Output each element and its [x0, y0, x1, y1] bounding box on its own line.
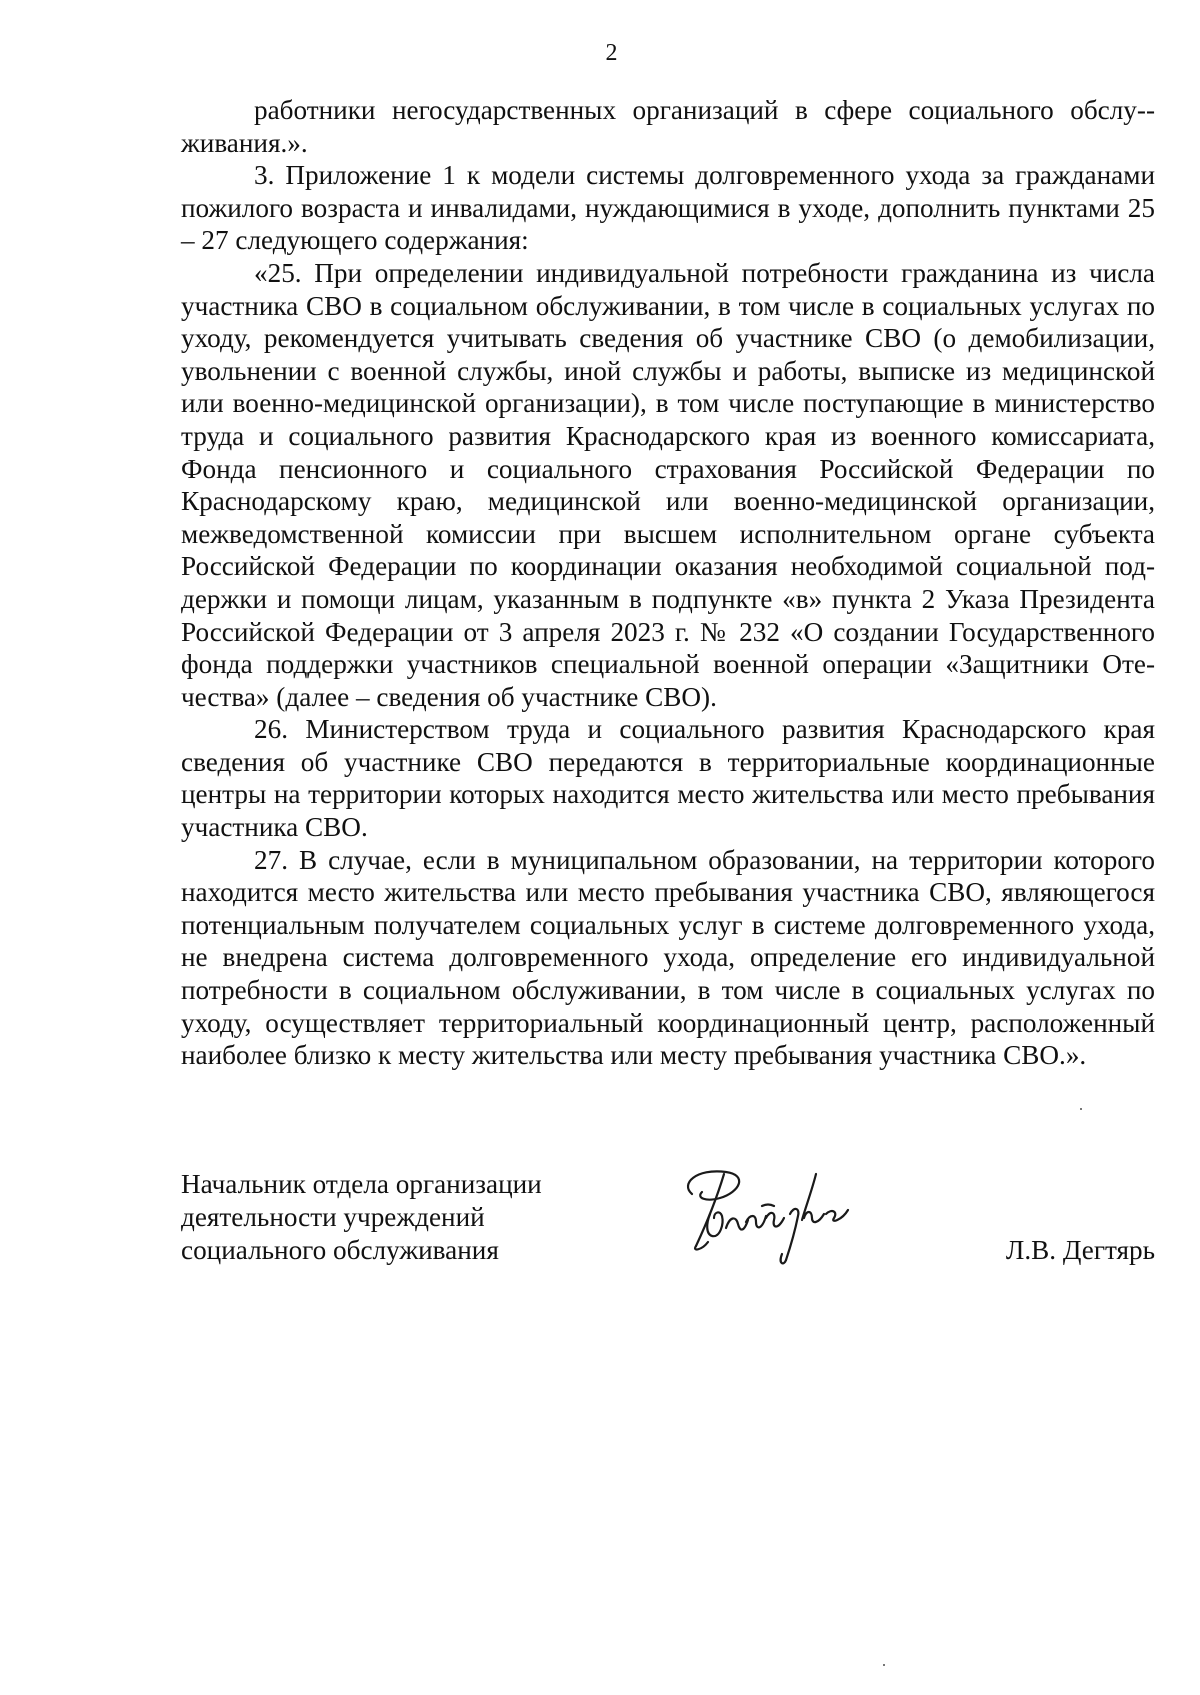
paragraph-item-27: 27. В случае, если в муниципальном образовании, на территории которого находится место жительства или место пребывания участника СВО, являющегося потенциальным получателем социальных услуг в системе долговременного ухода, не внедрена система долговременного ухода, определение его индивидуальной потребности в социальном обслуживании, в том числе в социальных услугах по уходу, осуществляет территориальный координационный центр, расположенный наиболее близко к месту жительства или месту пребывания участника СВО.». [181, 844, 1155, 1071]
scan-speck [1080, 1108, 1082, 1110]
page-number: 2 [605, 40, 618, 66]
paragraph-continuation: работники негосударственных организаций в сфере социального обслу-живания.». [181, 95, 1155, 158]
signatory-position-line: социального обслуживания [181, 1235, 499, 1265]
scan-speck [883, 1664, 885, 1666]
signatory-position [181, 1168, 542, 1267]
paragraph-item-3: 3. Приложение 1 к модели системы долговременного ухода за гражданами пожилого возраста и инвалидами, нуждающимися в уходе, дополнить пунктами 25 – 27 следующего содержания: [181, 160, 1155, 256]
signatory-name: Л.В. Дегтярь [1005, 1235, 1155, 1265]
signature-block [181, 1168, 1155, 1298]
signatory-position-line: деятельности учреждений [181, 1202, 485, 1232]
document-body [181, 94, 1155, 1072]
paragraph-item-26: 26. Министерством труда и социального развития Краснодарского края сведения об участнике СВО передаются в территориальные координационные центры на территории которых находится место жительства или место пребывания участника СВО. [181, 714, 1155, 843]
signatory-position-line: Начальник отдела организации [181, 1169, 542, 1199]
handwritten-signature [666, 1154, 866, 1274]
paragraph-item-25: «25. При определении индивидуальной потребности гражданина из числа участника СВО в социальном обслуживании, в том числе в социальных услугах по уходу, рекомендуется учитывать сведения об участнике СВО (о демобилизации, увольнении с военной службы, иной службы и работы, выписке из медицинской или военно-медицинской организации), в том числе поступающие в министерство труда и социального развития Краснодарского края из военного комиссариата, Фонда пенсионного и социального страхования Российской Федерации по Краснодарскому краю, медицинской или военно-медицинской организации, межведомственной комиссии при высшем исполнительном органе субъекта Российской Федерации по координации оказания необходимой социальной поддержки и помощи лицам, указанным в подпункте «в» пункта 2 Указа Президента Российской Федерации от 3 апреля 2023 г. № 232 «О создании Государственного фонда поддержки участников специальной военной операции «Защитники Отечества» (далее – сведения об участнике СВО). [181, 257, 1155, 712]
